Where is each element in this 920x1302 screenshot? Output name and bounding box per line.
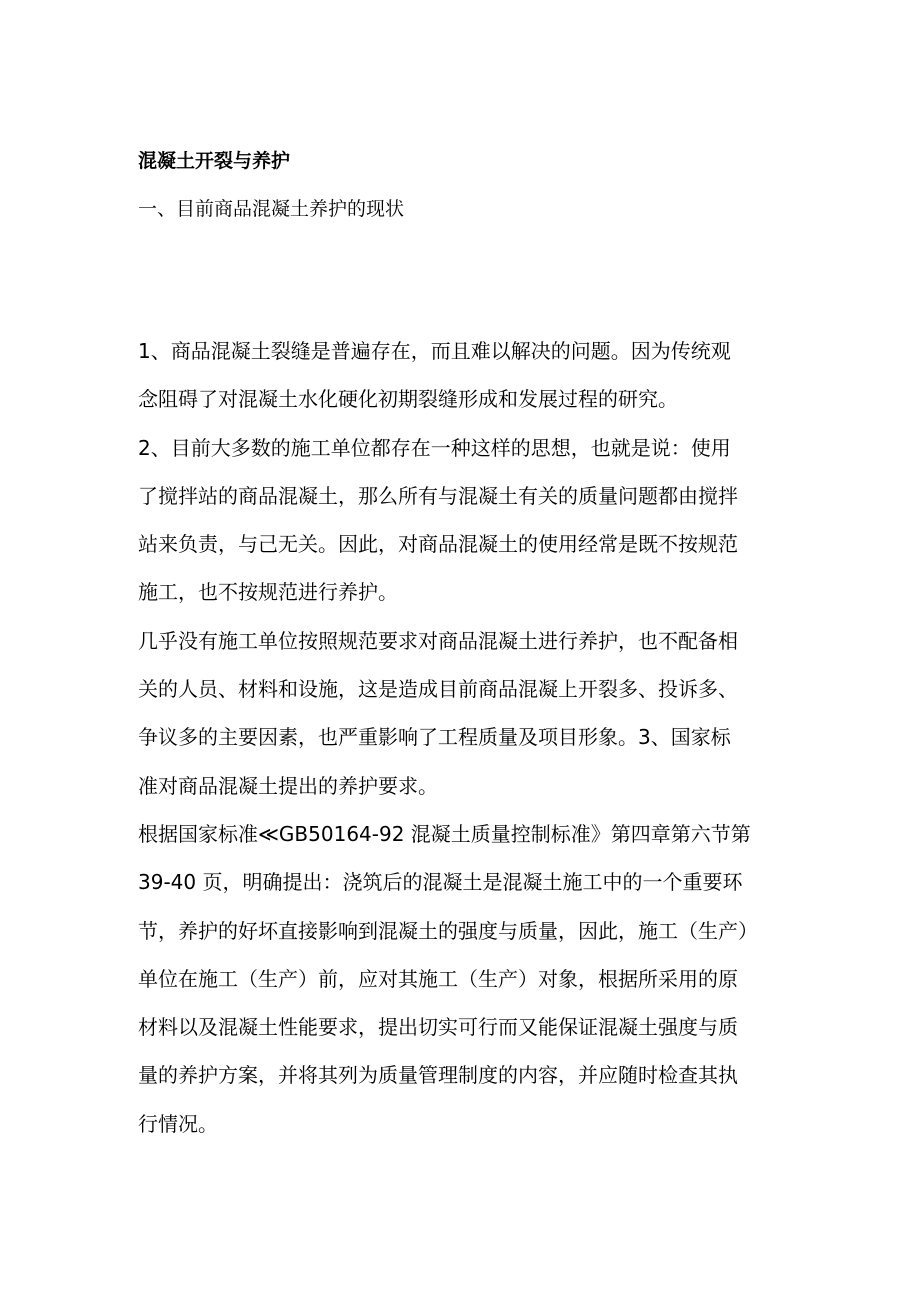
text-line: 几乎没有施工单位按照规范要求对商品混凝土进行养护，也不配备相 <box>138 628 738 653</box>
text-line: 节，养护的好坏直接影响到混凝土的强度与质量，因此，施工（生产） <box>138 918 758 943</box>
text-line: 2、目前大多数的施工单位都存在一种这样的思想，也就是说：使用 <box>138 435 731 460</box>
text-line: 站来负责，与己无关。因此，对商品混凝土的使用经常是既不按规范 <box>138 532 738 557</box>
text-line: 单位在施工（生产）前，应对其施工（生产）对象，根据所采用的原 <box>138 966 738 991</box>
text-line: 材料以及混凝土性能要求，提出切实可行而又能保证混凝土强度与质 <box>138 1015 738 1040</box>
text-line: 1、商品混凝土裂缝是普遍存在，而且难以解决的问题。因为传统观 <box>138 339 731 363</box>
text-line: 争议多的主要因素，也严重影响了工程质量及项目形象。3、国家标 <box>138 725 731 750</box>
text-line: 施工，也不按规范进行养护。 <box>138 580 398 605</box>
text-line: 念阻碍了对混凝土水化硬化初期裂缝形成和发展过程的研究。 <box>138 387 678 412</box>
text-line: 关的人员、材料和设施，这是造成目前商品混凝上开裂多、投诉多、 <box>138 677 738 702</box>
document-title: 混凝土开裂与养护 <box>138 150 291 172</box>
text-line: 了搅拌站的商品混凝土，那么所有与混凝土有关的质量问题都由搅拌 <box>138 483 738 508</box>
text-line: 量的养护方案，并将其列为质量管理制度的内容，并应随时检查其执 <box>138 1063 738 1088</box>
text-line: 行情况。 <box>138 1111 218 1136</box>
text-line: 准对商品混凝土提出的养护要求。 <box>138 773 438 798</box>
text-line: 39-40 页，明确提出：浇筑后的混凝土是混凝土施工中的一个重要环 <box>138 870 743 895</box>
text-line: 根据国家标准≪GB50164-92 混凝土质量控制标准》第四章第六节第 <box>138 821 751 846</box>
section-heading: 一、目前商品混凝土养护的现状 <box>138 198 405 220</box>
body-text <box>138 331 798 1152</box>
